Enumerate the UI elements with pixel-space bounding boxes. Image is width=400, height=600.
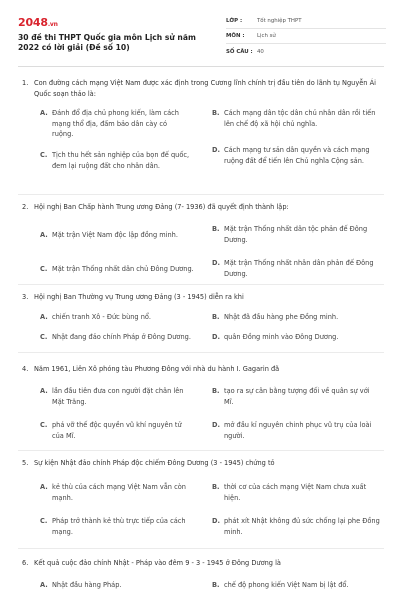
option-text: Pháp trở thành kẻ thù trực tiếp của cách mạng. bbox=[52, 517, 186, 536]
meta-row-count bbox=[226, 44, 386, 59]
option-b[interactable] bbox=[212, 224, 380, 245]
question-stem bbox=[22, 292, 382, 303]
question-stem bbox=[22, 364, 382, 375]
question-number: 3. bbox=[22, 293, 29, 301]
option-a[interactable] bbox=[40, 482, 190, 503]
question-divider bbox=[18, 194, 384, 195]
option-text: Mặt trận Việt Nam độc lập đồng minh. bbox=[52, 231, 178, 239]
option-a[interactable] bbox=[40, 108, 190, 140]
option-b[interactable] bbox=[212, 386, 380, 407]
option-text: Nhật đã đầu hàng phe Đồng minh. bbox=[224, 313, 339, 321]
option-letter: B. bbox=[212, 225, 220, 233]
question-number: 1. bbox=[22, 79, 29, 87]
meta-label: SỐ CÂU : bbox=[226, 48, 253, 55]
question-stem bbox=[22, 202, 382, 213]
question-stem bbox=[22, 78, 382, 99]
meta-label: LỚP : bbox=[226, 18, 243, 24]
question-text: Hội nghị Ban Chấp hành Trung ương Đảng (7- 1936) đã quyết định thành lập: bbox=[34, 203, 289, 211]
question-stem bbox=[22, 558, 382, 569]
logo-main: 2048 bbox=[18, 16, 48, 29]
option-c[interactable] bbox=[40, 420, 190, 441]
exam-title: 30 đề thi THPT Quốc gia môn Lịch sử năm 2022 có lời giải (Đề số 10) bbox=[18, 33, 196, 52]
option-letter: C. bbox=[40, 421, 48, 429]
option-letter: A. bbox=[40, 313, 48, 321]
option-d[interactable] bbox=[212, 420, 380, 441]
question-stem bbox=[22, 458, 382, 469]
option-text: Cách mạng tư sản dân quyền và cách mạng ruộng đất để tiến lên Chủ nghĩa Cộng sản. bbox=[224, 146, 370, 165]
option-text: chiến tranh Xô - Đức bùng nổ. bbox=[52, 313, 152, 321]
option-c[interactable] bbox=[40, 150, 190, 171]
meta-value: 40 bbox=[257, 48, 264, 55]
option-letter: D. bbox=[212, 421, 220, 429]
option-letter: B. bbox=[212, 581, 220, 589]
page-header bbox=[0, 0, 400, 62]
option-text: tạo ra sự cân bằng tượng đối về quân sự với Mĩ. bbox=[224, 387, 370, 406]
logo-suffix: .vn bbox=[47, 21, 58, 28]
question-text: Con đường cách mạng Việt Nam được xác định trong Cương lĩnh chính trị đầu tiên do lãnh tụ Nguyễn Ái Quốc soạn thảo là: bbox=[34, 79, 376, 98]
header-divider bbox=[18, 66, 384, 67]
option-letter: B. bbox=[212, 387, 220, 395]
option-c[interactable] bbox=[40, 516, 190, 537]
option-letter: C. bbox=[40, 151, 48, 159]
option-b[interactable] bbox=[212, 482, 380, 503]
option-c[interactable] bbox=[40, 264, 210, 275]
option-letter: A. bbox=[40, 109, 48, 117]
option-letter: A. bbox=[40, 581, 48, 589]
question-divider bbox=[18, 450, 384, 451]
option-letter: A. bbox=[40, 231, 48, 239]
option-letter: A. bbox=[40, 483, 48, 491]
option-letter: A. bbox=[40, 387, 48, 395]
meta-row-subject bbox=[226, 29, 386, 44]
meta-value: Tốt nghiệp THPT bbox=[257, 18, 302, 24]
option-letter: C. bbox=[40, 517, 48, 525]
option-d[interactable] bbox=[212, 145, 380, 166]
option-text: kẻ thù của cách mạng Việt Nam vẫn còn mạnh. bbox=[52, 483, 186, 502]
option-d[interactable] bbox=[212, 332, 380, 343]
option-letter: C. bbox=[40, 333, 48, 341]
option-d[interactable] bbox=[212, 516, 380, 537]
option-text: mở đầu kỉ nguyên chinh phục vũ trụ của loài người. bbox=[224, 421, 372, 440]
question-divider bbox=[18, 548, 384, 549]
option-b[interactable] bbox=[212, 108, 380, 129]
option-text: Nhật đang đảo chính Pháp ở Đông Dương. bbox=[52, 333, 191, 341]
option-letter: C. bbox=[40, 265, 48, 273]
option-letter: D. bbox=[212, 146, 220, 154]
option-a[interactable] bbox=[40, 312, 210, 323]
option-text: lần đầu tiên đưa con người đặt chân lên Mặt Trăng. bbox=[52, 387, 184, 406]
option-letter: D. bbox=[212, 259, 220, 267]
exam-meta bbox=[226, 14, 386, 59]
option-text: Mặt trận Thống nhất nhân dân phản đế Đông Dương. bbox=[224, 259, 374, 278]
question-text: Kết quả cuộc đảo chính Nhật - Pháp vào đêm 9 - 3 - 1945 ở Đông Dương là bbox=[34, 559, 281, 567]
option-text: Tịch thu hết sản nghiệp của bọn đế quốc, đem lại ruộng đất cho nhân dân. bbox=[52, 151, 190, 170]
meta-label: MÔN : bbox=[226, 33, 245, 39]
question-divider bbox=[18, 352, 384, 353]
option-text: chế độ phong kiến Việt Nam bị lật đổ. bbox=[224, 581, 349, 589]
question-number: 2. bbox=[22, 203, 29, 211]
option-letter: D. bbox=[212, 517, 220, 525]
option-text: Cách mạng dân tộc dân chủ nhân dân rồi tiến lên chế độ xã hội chủ nghĩa. bbox=[224, 109, 376, 128]
question-text: Sự kiện Nhật đảo chính Pháp độc chiếm Đông Dương (3 - 1945) chứng tỏ bbox=[34, 459, 275, 467]
question-number: 4. bbox=[22, 365, 29, 373]
question-text: Năm 1961, Liên Xô phóng tàu Phương Đông với nhà du hành I. Gagarin đã bbox=[34, 365, 280, 373]
option-a[interactable] bbox=[40, 580, 210, 591]
site-logo[interactable] bbox=[18, 16, 58, 29]
option-text: Nhật đầu hàng Pháp. bbox=[52, 581, 122, 589]
option-b[interactable] bbox=[212, 312, 380, 323]
question-divider bbox=[18, 284, 384, 285]
option-text: Đánh đổ địa chủ phong kiến, làm cách mạng thổ địa, đấm bảo dân cày có ruộng. bbox=[52, 109, 179, 138]
option-a[interactable] bbox=[40, 230, 210, 241]
question-number: 6. bbox=[22, 559, 29, 567]
option-text: phát xít Nhật không đủ sức chống lại phe Đồng minh. bbox=[224, 517, 380, 536]
option-a[interactable] bbox=[40, 386, 190, 407]
option-text: quân Đồng minh vào Đông Dương. bbox=[224, 333, 339, 341]
option-letter: B. bbox=[212, 483, 220, 491]
option-text: thời cơ của cách mạng Việt Nam chưa xuất hiện. bbox=[224, 483, 367, 502]
option-c[interactable] bbox=[40, 332, 212, 343]
question-text: Hội nghị Ban Thường vụ Trung ương Đảng (3 - 1945) diễn ra khi bbox=[34, 293, 244, 301]
meta-value: Lịch sử bbox=[257, 33, 276, 39]
option-text: phá vỡ thế độc quyền vũ khí nguyên tử của Mĩ. bbox=[52, 421, 182, 440]
option-letter: D. bbox=[212, 333, 220, 341]
option-text: Mặt trận Thống nhất dân tộc phản đế Đông Dương. bbox=[224, 225, 368, 244]
option-letter: B. bbox=[212, 109, 220, 117]
meta-row-class bbox=[226, 14, 386, 29]
option-letter: B. bbox=[212, 313, 220, 321]
option-text: Mặt trận Thống nhất dân chủ Đông Dương. bbox=[52, 265, 194, 273]
option-d[interactable] bbox=[212, 258, 380, 279]
option-b[interactable] bbox=[212, 580, 380, 591]
question-number: 5. bbox=[22, 459, 29, 467]
